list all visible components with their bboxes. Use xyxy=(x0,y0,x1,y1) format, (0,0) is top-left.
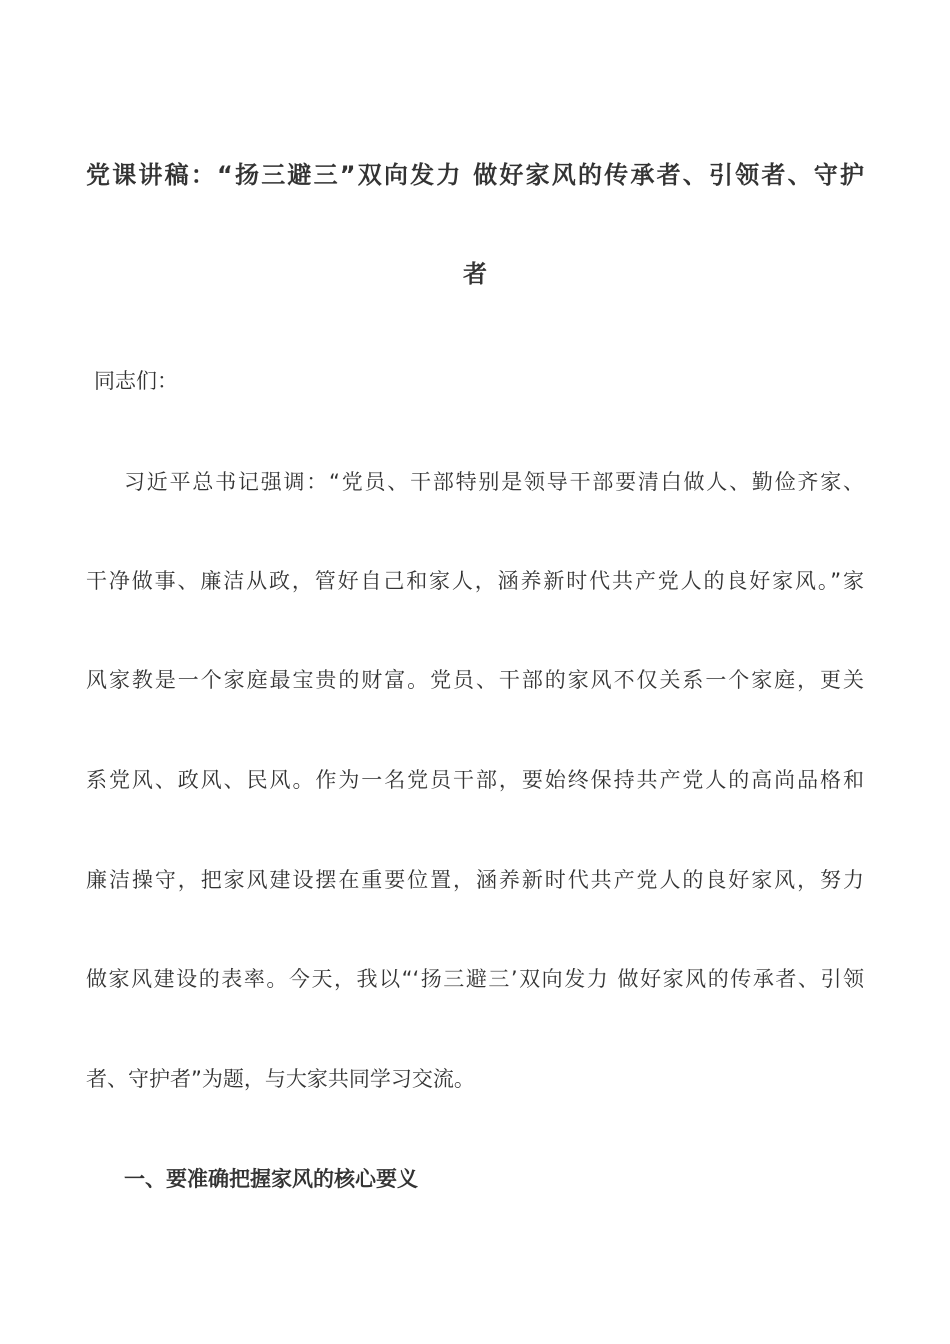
document-title-line-1: 党课讲稿：“扬三避三”双向发力 做好家风的传承者、引领者、守护 xyxy=(86,161,864,189)
paragraph-line: 系党风、政风、民风。作为一名党员干部，要始终保持共产党人的高尚品格和 xyxy=(86,768,864,792)
section-heading: 一、要准确把握家风的核心要义 xyxy=(124,1167,418,1191)
paragraph-line: 风家教是一个家庭最宝贵的财富。党员、干部的家风不仅关系一个家庭，更关 xyxy=(86,668,864,692)
paragraph-line: 做家风建设的表率。今天，我以“‘扬三避三’双向发力 做好家风的传承者、引领 xyxy=(86,967,864,991)
paragraph-line: 干净做事、廉洁从政，管好自己和家人，涵养新时代共产党人的良好家风。”家 xyxy=(86,569,864,593)
paragraph-line: 廉洁操守，把家风建设摆在重要位置，涵养新时代共产党人的良好家风，努力 xyxy=(86,868,864,892)
document-title-line-2: 者 xyxy=(463,260,487,288)
paragraph-line: 者、守护者”为题，与大家共同学习交流。 xyxy=(86,1067,475,1091)
paragraph-line: 习近平总书记强调：“党员、干部特别是领导干部要清白做人、勤俭齐家、 xyxy=(124,470,864,494)
salutation: 同志们： xyxy=(94,369,178,393)
